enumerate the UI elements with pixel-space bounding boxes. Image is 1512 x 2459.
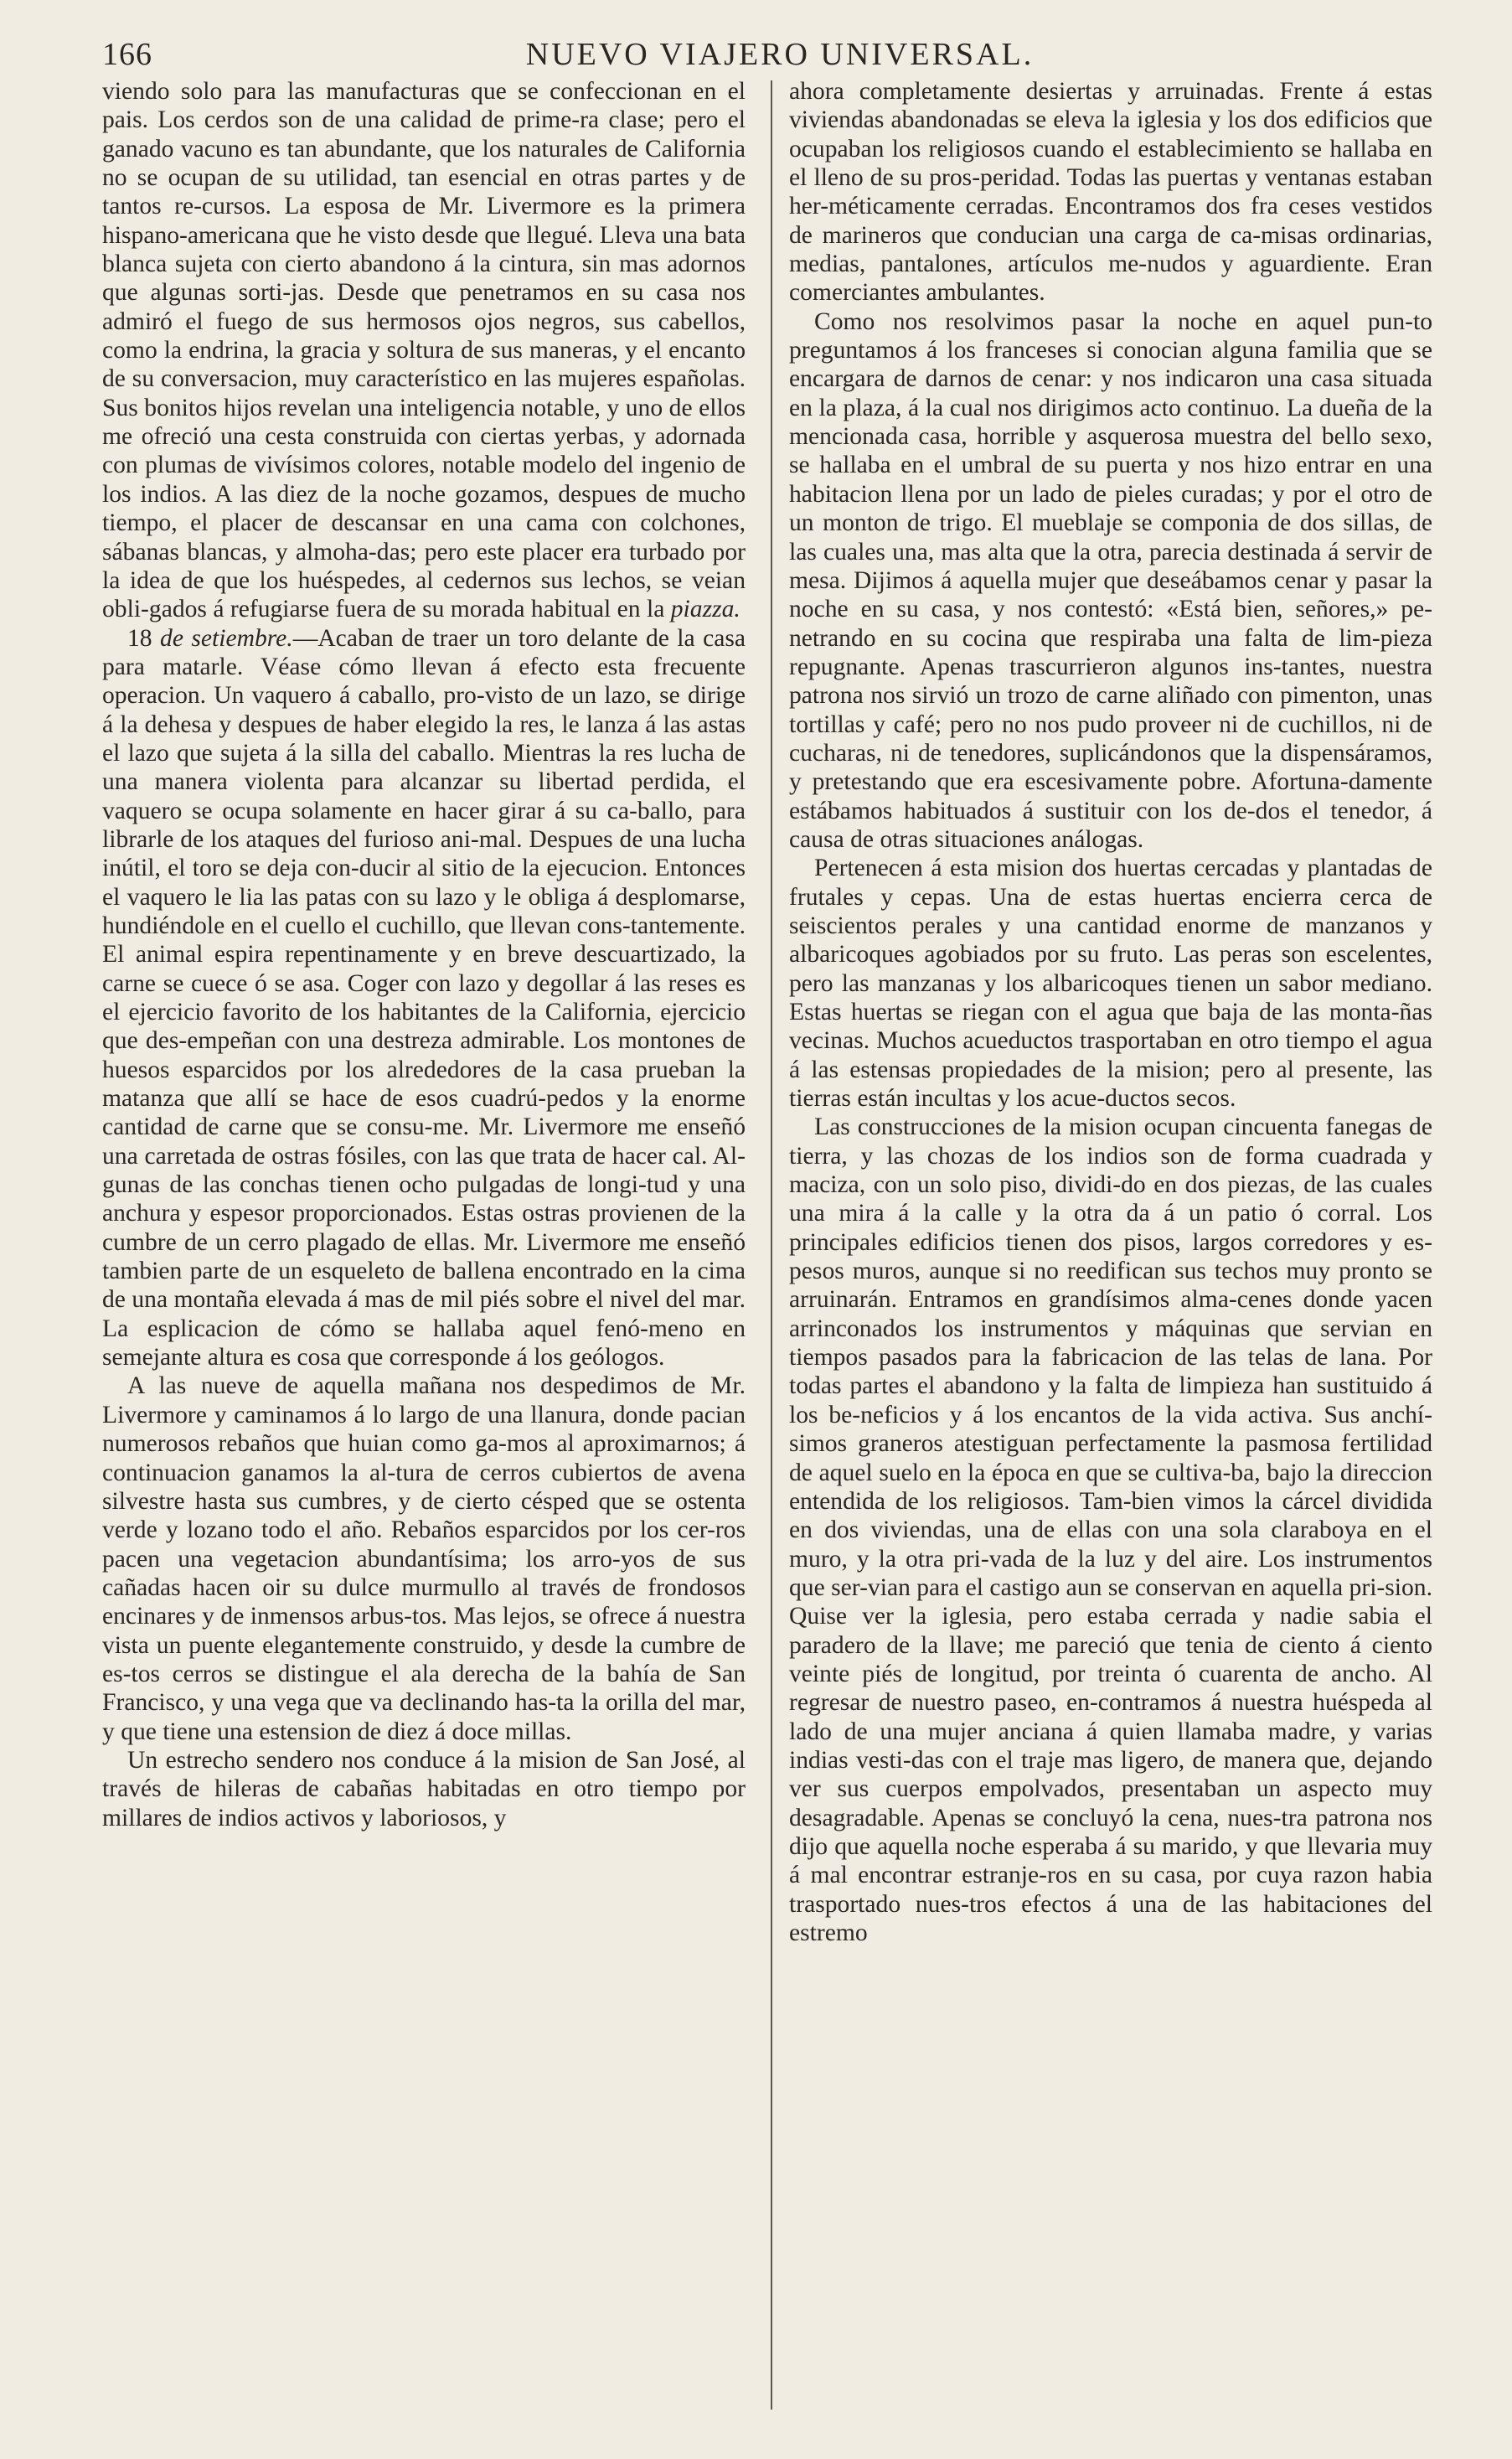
paragraph-dated: 18 de setiembre.—Acaban de traer un toro delante de la casa para matarle. Véase cómo llevan á efecto esta frecuente operacion. Un vaquero á caballo, pro-visto de un lazo, se dirige á la dehesa y despues de haber elegido la res, le lanza á las astas el lazo que sujeta á la silla del caballo. Mientras la res lucha de una manera violenta para alcanzar su libertad perdida, el vaquero se ocupa solamente en hacer girar á su ca-ballo, para librarle de los ataques del furioso ani-mal. Despues de una lucha inútil, el toro se deja con-ducir al sitio de la ejecucion. Entonces el vaquero le lia las patas con su lazo y le obliga á desplomarse, hundiéndole en el cuello el cuchillo, que llevan cons-tantemente. El animal espira repentinamente y en breve descuartizado, la carne se cuece ó se asa. Coger con lazo y degollar á las reses es el ejercicio favorito de los habitantes de la California, ejercicio que des-empeñan con una destreza admirable. Los montones de huesos esparcidos por los alrededores de la casa prueban la matanza que allí se hace de esos cuadrú-pedos y la enorme cantidad de carne que se consu-me. Mr. Livermore me enseñó una carretada de ostras fósiles, con las que trata de hacer cal. Al-gunas de las conchas tienen ocho pulgadas de longi-tud y una anchura y espesor proporcionados. Estas ostras provienen de la cumbre de un cerro plagado de ellas. Mr. Livermore me enseñó tambien parte de un esqueleto de ballena encontrado en la cima de una montaña elevada á mas de mil piés sobre el nivel del mar. La esplicacion de cómo se hallaba aquel fenó-meno en semejante altura es cosa que corresponde á los geólogos. <box>102 624 746 1372</box>
paragraph: Como nos resolvimos pasar la noche en aquel pun-to preguntamos á los franceses si conocian alguna familia que se encargara de darnos de cenar: y nos indicaron una casa situada en la plaza, á la cual nos dirigimos acto continuo. La dueña de la mencionada casa, horrible y asquerosa muestra del bello sexo, se hallaba en el umbral de su puerta y nos hizo entrar en una habitacion llena por un lado de pieles curadas; y por el otro de un monton de trigo. El mueblaje se componia de dos sillas, de las cuales una, mas alta que la otra, parecia destinada á servir de mesa. Dijimos á aquella mujer que deseábamos cenar y pasar la noche en su casa, y nos contestó: «Está bien, señores,» pe-netrando en su cocina que respiraba una falta de lim-pieza repugnante. Apenas trascurrieron algunos ins-tantes, nuestra patrona nos sirvió un trozo de carne aliñado con pimenton, unas tortillas y café; pero no nos pudo proveer ni de cuchillos, ni de cucharas, ni de tenedores, suplicándonos que la dispensáramos, y pretestando que era escesivamente pobre. Afortuna-damente estábamos habituados á sustituir con los de-dos el tenedor, á causa de otras situaciones análogas. <box>789 307 1432 853</box>
right-column <box>789 77 1432 2415</box>
column-divider <box>771 80 772 2410</box>
paragraph: Las construcciones de la mision ocupan cincuenta fanegas de tierra, y las chozas de los indios son de forma cuadrada y maciza, con un solo piso, dividi-do en dos piezas, de las cuales una mira á la calle y la otra da á un patio ó corral. Los principales edificios tienen dos pisos, largos corredores y es-pesos muros, aunque si no reedifican sus techos muy pronto se arruinarán. Entramos en grandísimos alma-cenes donde yacen arrinconados los instrumentos y máquinas que servian en tiempos pasados para la fabricacion de las telas de lana. Por todas partes el abandono y la falta de limpieza han sustituido á los be-neficios y á los encantos de la vida activa. Sus anchí-simos graneros atestiguan perfectamente la pasmosa fertilidad de aquel suelo en la época en que se cultiva-ba, bajo la direccion entendida de los religiosos. Tam-bien vimos la cárcel dividida en dos viviendas, una de ellas con una sola claraboya en el muro, y la otra pri-vada de la luz y del aire. Los instrumentos que ser-vian para el castigo aun se conservan en aquella pri-sion. Quise ver la iglesia, pero estaba cerrada y nadie sabia el paradero de la llave; me pareció que tenia de ciento á ciento veinte piés de longitud, por treinta ó cuarenta de ancho. Al regresar de nuestro paseo, en-contramos á nuestra huéspeda al lado de una mujer anciana á quien llamaba madre, y varias indias vesti-das con el traje mas ligero, de manera que, dejando ver sus cuerpos empolvados, presentaban un aspecto muy desagradable. Apenas se concluyó la cena, nues-tra patrona nos dijo que aquella noche esperaba á su marido, y que llevaria muy á mal encontrar estranje-ros en su casa, por cuya razon habia trasportado nues-tros efectos á una de las habitaciones del estremo <box>789 1113 1432 1946</box>
date-italic: de setiembre. <box>160 624 293 652</box>
paragraph: viendo solo para las manufacturas que se confeccionan en el pais. Los cerdos son de una calidad de prime-ra clase; pero el ganado vacuno es tan abundante, que los naturales de California no se ocupan de su utilidad, tan esencial en otras partes y de tantos re-cursos. La esposa de Mr. Livermore es la primera hispano-americana que he visto desde que llegué. Lleva una bata blanca sujeta con cierto abandono á la cintura, sin mas adornos que algunas sorti-jas. Desde que penetramos en su casa nos admiró el fuego de sus hermosos ojos negros, sus cabellos, como la endrina, la gracia y soltura de sus maneras, y el encanto de su conversacion, muy característico en las mujeres españolas. Sus bonitos hijos revelan una inteligencia notable, y uno de ellos me ofreció una cesta construida con ciertas yerbas, y adornada con plumas de vivísimos colores, notable modelo del ingenio de los indios. A las diez de la noche gozamos, despues de mucho tiempo, el placer de descansar en una cama con colchones, sábanas blancas, y almoha-das; pero este placer era turbado por la idea de que los huéspedes, al cedernos sus lechos, se veian obli-gados á refugiarse fuera de su morada habitual en la piazza. <box>102 78 746 623</box>
left-column <box>102 77 746 2415</box>
page-header <box>102 34 1458 75</box>
date-number: 18 <box>127 624 152 652</box>
paragraph: Pertenecen á esta mision dos huertas cercadas y plantadas de frutales y cepas. Una de estas huertas encierra cerca de seiscientos perales y una cantidad enorme de manzanos y albaricoques agobiados por su fruto. Las peras son escelentes, pero las manzanas y los albaricoques tienen un sabor mediano. Estas huertas se riegan con el agua que baja de las monta-ñas vecinas. Muchos acueductos trasportaban en otro tiempo el agua á las estensas propiedades de la mision; pero al presente, las tierras están incultas y los acue-ductos secos. <box>789 855 1432 1113</box>
paragraph: Un estrecho sendero nos conduce á la mision de San José, al través de hileras de cabañas habitadas en otro tiempo por millares de indios activos y laboriosos, y <box>102 1746 746 1831</box>
page-number: 166 <box>102 37 152 72</box>
paragraph: ahora completamente desiertas y arruinadas. Frente á estas viviendas abandonadas se eleva la iglesia y los dos edificios que ocupaban los religiosos cuando el establecimiento se hallaba en el lleno de su pros-peridad. Todas las puertas y ventanas estaban her-méticamente cerradas. Encontramos dos fra ceses vestidos de marineros que conducian una carga de ca-misas ordinarias, medias, pantalones, artículos me-nudos y aguardiente. Eran comerciantes ambulantes. <box>789 78 1432 307</box>
paragraph: A las nueve de aquella mañana nos despedimos de Mr. Livermore y caminamos á lo largo de una llanura, donde pacian numerosos rebaños que huian como ga-mos al aproximarnos; á continuacion ganamos la al-tura de cerros cubiertos de avena silvestre hasta sus cumbres, y de cierto césped que se ostenta verde y lozano todo el año. Rebaños esparcidos por los cer-ros pacen una vegetacion abundantísima; los arro-yos de sus cañadas hacen oir su dulce murmullo al través de frondosos encinares y de inmensos arbus-tos. Mas lejos, se ofrece á nuestra vista un puente elegantemente construido, y desde la cumbre de es-tos cerros se distingue el ala derecha de la bahía de San Francisco, y una vega que va declinando has-ta la orilla del mar, y que tiene una estension de diez á doce millas. <box>102 1372 746 1745</box>
running-title: NUEVO VIAJERO UNIVERSAL. <box>525 37 1035 72</box>
italic-word: piazza. <box>670 596 741 623</box>
